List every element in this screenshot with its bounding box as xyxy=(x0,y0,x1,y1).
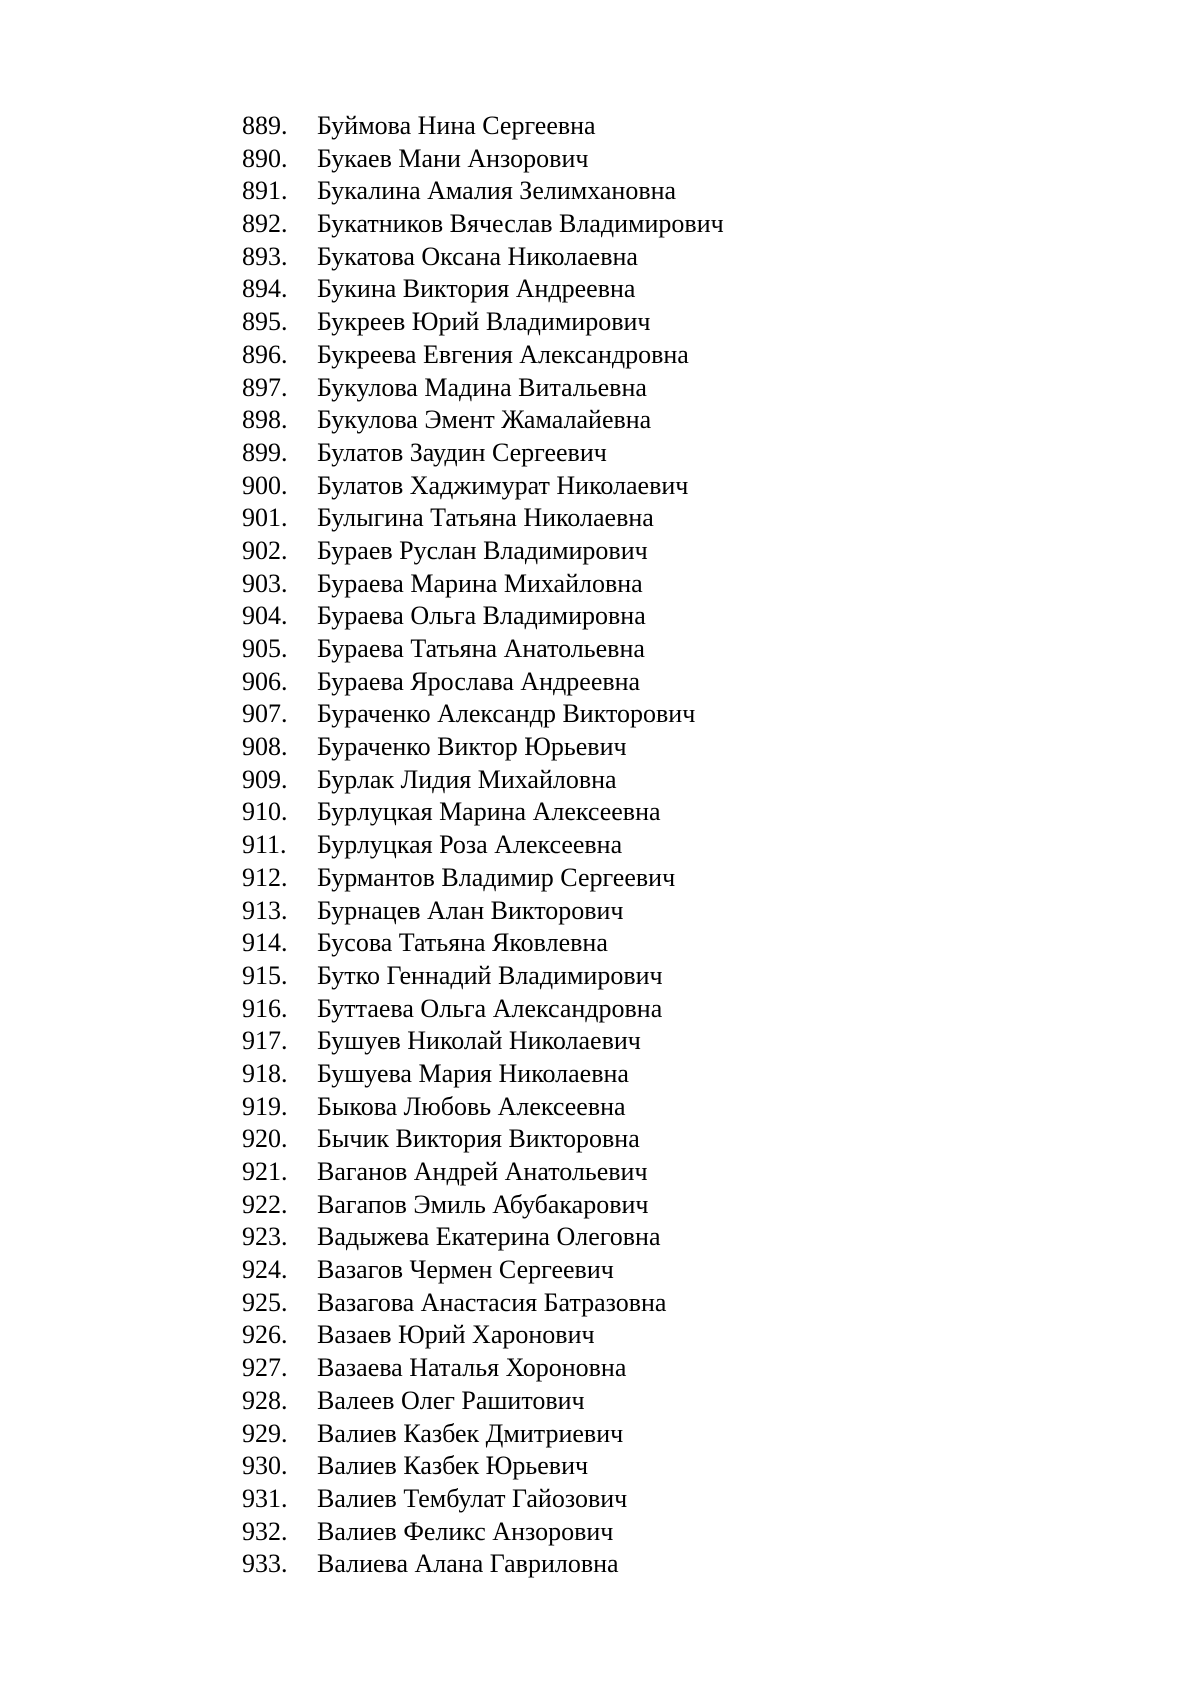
entry-number: 914. xyxy=(242,928,288,958)
entry-name: Быкова Любовь Алексеевна xyxy=(317,1091,626,1121)
entry-number: 905. xyxy=(242,634,288,663)
entry-name: Бураева Татьяна Анатольевна xyxy=(317,634,645,663)
list-item xyxy=(0,1516,1200,1549)
list-item xyxy=(0,633,1200,666)
entry-name: Бураченко Виктор Юрьевич xyxy=(317,732,627,762)
entry-number: 890. xyxy=(242,143,288,173)
entry-name: Бутко Геннадий Владимирович xyxy=(317,960,663,990)
entry-name: Буймова Нина Сергеевна xyxy=(317,111,596,140)
entry-number: 916. xyxy=(242,993,288,1023)
entry-number: 929. xyxy=(242,1418,288,1448)
entry-name: Вадыжева Екатерина Олеговна xyxy=(317,1222,661,1252)
entry-number: 915. xyxy=(242,960,288,990)
entry-number: 928. xyxy=(242,1385,288,1415)
list-item xyxy=(0,273,1200,306)
list-item xyxy=(0,1450,1200,1483)
list-item xyxy=(0,731,1200,764)
entry-number: 903. xyxy=(242,568,288,598)
entry-name: Бураева Марина Михайловна xyxy=(317,568,643,598)
entry-name: Буттаева Ольга Александровна xyxy=(317,993,663,1023)
entry-number: 918. xyxy=(242,1058,288,1088)
entry-number: 889. xyxy=(242,111,288,140)
entry-number: 901. xyxy=(242,503,288,533)
list-item xyxy=(0,993,1200,1026)
list-item xyxy=(0,110,1200,143)
entry-name: Бурлак Лидия Михайловна xyxy=(317,764,617,794)
entry-name: Букатников Вячеслав Владимирович xyxy=(317,209,724,239)
list-item xyxy=(0,796,1200,829)
entry-name: Букатова Оксана Николаевна xyxy=(317,241,638,271)
entry-name: Валиев Казбек Дмитриевич xyxy=(317,1418,624,1448)
entry-name: Вазагова Анастасия Батразовна xyxy=(317,1287,667,1317)
entry-name: Вазаев Юрий Харонович xyxy=(317,1320,595,1350)
list-item xyxy=(0,372,1200,405)
entry-name: Булыгина Татьяна Николаевна xyxy=(317,503,654,533)
entry-number: 910. xyxy=(242,797,288,827)
entry-name: Бычик Виктория Викторовна xyxy=(317,1124,640,1154)
list-item xyxy=(0,1123,1200,1156)
entry-number: 926. xyxy=(242,1320,288,1350)
list-item xyxy=(0,143,1200,176)
entry-name: Бушуева Мария Николаевна xyxy=(317,1058,629,1088)
entry-number: 925. xyxy=(242,1287,288,1317)
list-item xyxy=(0,175,1200,208)
entry-number: 902. xyxy=(242,535,288,565)
entry-name: Букреев Юрий Владимирович xyxy=(317,307,651,337)
list-item xyxy=(0,1189,1200,1222)
entry-name: Валиев Тембулат Гайозович xyxy=(317,1483,628,1513)
entry-number: 922. xyxy=(242,1189,288,1219)
entry-name: Бушуев Николай Николаевич xyxy=(317,1026,641,1056)
list-item xyxy=(0,208,1200,241)
entry-name: Бурлуцкая Роза Алексеевна xyxy=(317,830,623,860)
entry-name: Бусова Татьяна Яковлевна xyxy=(317,928,608,958)
entry-number: 904. xyxy=(242,601,288,631)
list-item xyxy=(0,927,1200,960)
entry-name: Букалина Амалия Зелимхановна xyxy=(317,176,677,206)
entry-name: Бураченко Александр Викторович xyxy=(317,699,696,729)
list-item xyxy=(0,470,1200,503)
entry-number: 896. xyxy=(242,339,288,369)
entry-number: 908. xyxy=(242,732,288,762)
list-item xyxy=(0,829,1200,862)
entry-number: 930. xyxy=(242,1451,288,1481)
entry-name: Букина Виктория Андреевна xyxy=(317,274,636,304)
entry-number: 900. xyxy=(242,470,288,500)
entry-name: Букреева Евгения Александровна xyxy=(317,339,689,369)
entry-number: 912. xyxy=(242,862,288,892)
entry-name: Валеев Олег Рашитович xyxy=(317,1385,585,1415)
entry-number: 919. xyxy=(242,1091,288,1121)
entry-number: 921. xyxy=(242,1157,288,1186)
list-item xyxy=(0,1287,1200,1320)
list-item xyxy=(0,1418,1200,1451)
entry-name: Ваганов Андрей Анатольевич xyxy=(317,1157,648,1186)
name-list xyxy=(0,110,1200,1581)
entry-number: 931. xyxy=(242,1483,288,1513)
entry-name: Булатов Заудин Сергеевич xyxy=(317,437,607,467)
entry-name: Бураева Ярослава Андреевна xyxy=(317,666,641,696)
list-item xyxy=(0,306,1200,339)
list-item xyxy=(0,1058,1200,1091)
entry-name: Бураева Ольга Владимировна xyxy=(317,601,646,631)
list-item xyxy=(0,339,1200,372)
entry-number: 927. xyxy=(242,1353,288,1383)
list-item xyxy=(0,437,1200,470)
entry-name: Букулова Эмент Жамалайевна xyxy=(317,405,652,435)
entry-number: 892. xyxy=(242,209,288,239)
entry-number: 923. xyxy=(242,1222,288,1252)
list-item xyxy=(0,1156,1200,1189)
entry-number: 895. xyxy=(242,307,288,337)
list-item xyxy=(0,535,1200,568)
entry-number: 899. xyxy=(242,437,288,467)
entry-name: Букаев Мани Анзорович xyxy=(317,143,589,173)
entry-name: Вазагов Чермен Сергеевич xyxy=(317,1255,614,1285)
list-item xyxy=(0,502,1200,535)
list-item xyxy=(0,600,1200,633)
entry-number: 913. xyxy=(242,895,288,925)
list-item xyxy=(0,404,1200,437)
entry-number: 920. xyxy=(242,1124,288,1154)
entry-number: 893. xyxy=(242,241,288,271)
entry-number: 906. xyxy=(242,666,288,696)
entry-name: Бурлуцкая Марина Алексеевна xyxy=(317,797,661,827)
entry-name: Бурмантов Владимир Сергеевич xyxy=(317,862,676,892)
list-item xyxy=(0,862,1200,895)
entry-number: 894. xyxy=(242,274,288,304)
entry-name: Бурнацев Алан Викторович xyxy=(317,895,624,925)
list-item xyxy=(0,1221,1200,1254)
list-item xyxy=(0,1319,1200,1352)
list-item xyxy=(0,1483,1200,1516)
list-item xyxy=(0,1385,1200,1418)
entry-number: 917. xyxy=(242,1026,288,1056)
list-item xyxy=(0,764,1200,797)
list-item xyxy=(0,1025,1200,1058)
entry-name: Валиев Феликс Анзорович xyxy=(317,1516,614,1546)
entry-name: Вагапов Эмиль Абубакарович xyxy=(317,1189,649,1219)
list-item xyxy=(0,1091,1200,1124)
list-item xyxy=(0,895,1200,928)
list-item xyxy=(0,1352,1200,1385)
list-item xyxy=(0,1548,1200,1581)
list-item xyxy=(0,960,1200,993)
list-item xyxy=(0,1254,1200,1287)
entry-number: 898. xyxy=(242,405,288,435)
list-item xyxy=(0,241,1200,274)
entry-name: Валиев Казбек Юрьевич xyxy=(317,1451,589,1481)
entry-number: 911. xyxy=(242,830,287,860)
entry-number: 891. xyxy=(242,176,288,206)
entry-number: 897. xyxy=(242,372,288,402)
list-item xyxy=(0,568,1200,601)
entry-number: 909. xyxy=(242,764,288,794)
entry-number: 924. xyxy=(242,1255,288,1285)
list-item xyxy=(0,666,1200,699)
entry-name: Вазаева Наталья Хороновна xyxy=(317,1353,627,1383)
entry-name: Бураев Руслан Владимирович xyxy=(317,535,648,565)
entry-number: 933. xyxy=(242,1549,288,1579)
entry-name: Булатов Хаджимурат Николаевич xyxy=(317,470,689,500)
entry-number: 932. xyxy=(242,1516,288,1546)
entry-name: Букулова Мадина Витальевна xyxy=(317,372,647,402)
list-item xyxy=(0,698,1200,731)
entry-number: 907. xyxy=(242,699,288,729)
entry-name: Валиева Алана Гавриловна xyxy=(317,1549,619,1579)
